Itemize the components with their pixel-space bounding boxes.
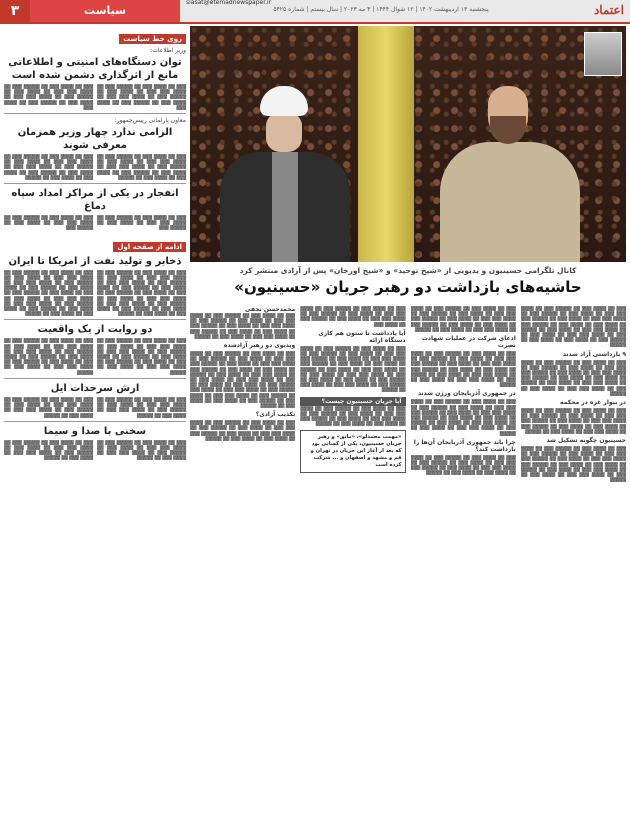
body-text: ▓▓▓ ▓▓ ▓▓▓▓ ▓▓▓ ▓▓ ▓▓▓▓▓ ▓▓▓ ▓▓ ▓▓▓▓ ▓▓▓ ▓▓▓ ▓▓ ▓▓▓▓ ▓▓▓ ▓▓ ▓▓▓▓▓ ▓▓▓ ▓▓ ▓▓▓▓ ▓▓▓ ▓▓▓ ▓▓ ▓▓▓▓ ▓▓▓ ▓▓ ▓▓▓▓▓	[4, 396, 93, 418]
site-email: siasat@etemadnewspaper.ir	[186, 0, 272, 6]
body-text: ▓▓▓ ▓▓ ▓▓▓▓ ▓▓▓ ▓▓ ▓▓▓▓▓ ▓▓▓ ▓▓ ▓▓▓▓ ▓▓▓ ▓▓▓ ▓▓ ▓▓▓▓ ▓▓▓ ▓▓ ▓▓▓▓▓ ▓▓▓ ▓▓ ▓▓▓▓ ▓▓▓ ▓▓▓ ▓▓ ▓▓▓▓ ▓▓▓ ▓▓ ▓▓▓▓▓ ▓▓▓ ▓▓ ▓▓▓▓ ▓▓▓ ▓▓ ▓▓▓▓ ▓▓▓ ▓▓ ▓▓▓▓▓ ▓▓▓ ▓▓ ▓▓▓▓ ▓▓▓ ▓▓▓ ▓▓ ▓▓▓▓ ▓▓▓ ▓▓ ▓▓▓▓▓ ▓▓▓ ▓▓ ▓▓▓▓ ▓▓▓ ▓▓▓ ▓▓ ▓▓▓▓ ▓▓▓ ▓▓ ▓▓▓▓▓ ▓▓▓ ▓▓ ▓▓▓▓ ▓▓▓ ▓▓ ▓▓▓▓ ▓▓▓ ▓▓ ▓▓▓▓▓	[97, 269, 186, 317]
person-cleric	[220, 86, 350, 262]
subhead-9: تکذیب آزادی؟	[255, 411, 296, 419]
section-tag: روی خط سیاست	[119, 34, 186, 44]
headline-explosion: انفجار در یکی از مراکز امداد سپاه دماغ	[11, 188, 179, 213]
continued-tag: ادامه از صفحه اول	[113, 242, 186, 252]
headline-irib: سخنی با صدا و سیما	[43, 425, 147, 437]
dateline: پنجشنبه ۱۳ اردیبهشت ۱۴۰۲ | ۱۲ شوال ۱۴۴۴ | ۴ مه ۲۰۲۳ | سال بیستم | شماره ۵۴۲۵	[273, 6, 489, 13]
lead-photo	[190, 26, 626, 262]
person-bearded-man	[440, 86, 580, 262]
body-text: ▓▓▓ ▓▓ ▓▓▓▓ ▓▓▓ ▓▓ ▓▓▓▓▓ ▓▓▓ ▓▓ ▓▓▓▓ ▓▓▓ ▓▓▓ ▓▓ ▓▓▓▓ ▓▓▓ ▓▓ ▓▓▓▓▓ ▓▓▓ ▓▓ ▓▓▓▓ ▓▓▓ ▓▓▓ ▓▓ ▓▓▓▓ ▓▓▓ ▓▓ ▓▓▓▓▓	[97, 396, 186, 418]
body-text: ▓▓▓ ▓▓ ▓▓▓▓ ▓▓▓ ▓▓ ▓▓▓▓▓ ▓▓▓ ▓▓ ▓▓▓▓ ▓▓▓ ▓▓▓ ▓▓ ▓▓▓▓ ▓▓▓ ▓▓ ▓▓▓▓▓ ▓▓▓ ▓▓ ▓▓▓▓ ▓▓▓ ▓▓▓ ▓▓ ▓▓▓▓ ▓▓▓ ▓▓ ▓▓▓▓▓ ▓▓▓ ▓▓ ▓▓▓▓ ▓▓▓	[4, 84, 93, 110]
headline-parliamentary-deputy: الزامی ندارد چهار وزیر همزمان معرفی شوند	[17, 127, 173, 152]
subhead-1: آیا یادداشت تا ستون هم کاری دستگاه ارائه	[318, 329, 406, 344]
body-text: ▓▓▓ ▓▓ ▓▓▓▓ ▓▓▓ ▓▓ ▓▓▓▓▓ ▓▓▓ ▓▓ ▓▓▓▓ ▓▓▓ ▓▓▓ ▓▓ ▓▓▓▓ ▓▓▓ ▓▓ ▓▓▓▓▓ ▓▓▓	[4, 215, 93, 231]
kicker-2: معاون پارلمانی رییس‌جمهور:	[114, 117, 186, 125]
body-text: ▓▓▓ ▓▓ ▓▓▓▓ ▓▓▓ ▓▓ ▓▓▓▓▓ ▓▓▓ ▓▓ ▓▓▓▓ ▓▓▓ ▓▓▓ ▓▓ ▓▓▓▓ ▓▓▓ ▓▓ ▓▓▓▓▓ ▓▓▓ ▓▓ ▓▓▓▓ ▓▓▓ ▓▓▓ ▓▓ ▓▓▓▓ ▓▓▓ ▓▓ ▓▓▓▓▓ ▓▓▓ ▓▓ ▓▓▓▓ ▓▓▓	[97, 84, 186, 110]
left-news-column	[4, 26, 186, 816]
page-number: ۳	[0, 0, 30, 22]
sidebox-title: آیا جریان حسینیون چیست؟	[300, 397, 405, 406]
story-column-3: ▓▓▓ ▓▓ ▓▓▓▓ ▓▓▓ ▓▓ ▓▓▓▓▓ ▓▓▓ ▓▓ ▓▓▓▓ ▓▓▓ ▓▓▓ ▓▓ ▓▓▓▓ ▓▓▓ ▓▓ ▓▓▓▓▓ ▓▓▓ ▓▓ ▓▓▓▓ ▓▓▓ ▓▓▓ ▓▓ ▓▓▓▓ ▓▓▓ ▓▓ ▓▓▓▓▓ ▓▓▓ ▓▓ ▓▓▓▓ ▓▓▓ ▓▓ ▓▓▓▓ ▓▓▓ ▓▓ ▓▓▓▓▓ ▓▓▓ ▓▓ ▓▓▓▓ ▓▓▓ ▓▓▓ ▓▓ ▓▓▓▓ ▓▓▓ ▓▓ ▓▓▓▓▓ ادعای شرکت در عملیات شهادت نصرت ▓▓▓ ▓▓ ▓▓▓▓ ▓▓▓ ▓▓ ▓▓▓▓▓ ▓▓▓ ▓▓ ▓▓▓▓ ▓▓▓ ▓▓▓ ▓▓ ▓▓▓▓ ▓▓▓ ▓▓ ▓▓▓▓▓ ▓▓▓ ▓▓ ▓▓▓▓ ▓▓▓ ▓▓▓ ▓▓ ▓▓▓▓ ▓▓▓ ▓▓ ▓▓▓▓▓ ▓▓▓ ▓▓ ▓▓▓▓ ▓▓▓ ▓▓ ▓▓▓▓ ▓▓▓ ▓▓ ▓▓▓▓▓ ▓▓▓ ▓▓ ▓▓▓▓ ▓▓▓ ▓▓▓ ▓▓ ▓▓▓▓ ▓▓▓ ▓▓ ▓▓▓▓▓ ▓▓▓ ▓▓ ▓▓▓▓ ▓▓▓ ▓▓▓ ▓▓ ▓▓▓▓ ▓▓▓ ▓▓ ▓▓▓▓▓ در جمهوری آذربایجان ورژن شدند ▓▓▓ ▓▓ ▓▓▓▓ ▓▓▓ ▓▓ ▓▓▓▓▓ ▓▓▓ ▓▓ ▓▓▓▓ ▓▓▓ ▓▓▓ ▓▓ ▓▓▓▓ ▓▓▓ ▓▓ ▓▓▓▓▓ ▓▓▓ ▓▓ ▓▓▓▓ ▓▓▓ ▓▓▓ ▓▓ ▓▓▓▓ ▓▓▓ ▓▓ ▓▓▓▓▓ ▓▓▓ ▓▓ ▓▓▓▓ ▓▓▓ ▓▓ ▓▓▓▓ ▓▓▓ ▓▓ ▓▓▓▓▓ ▓▓▓ ▓▓ ▓▓▓▓ ▓▓▓ ▓▓▓ ▓▓ ▓▓▓▓ ▓▓▓ ▓▓ ▓▓▓▓▓ ▓▓▓ ▓▓ ▓▓▓▓ ▓▓▓ ▓▓▓ ▓▓ ▓▓▓▓ ▓▓▓ ▓▓ ▓▓▓▓▓ چرا باید جمهوری آذربایجان آن‌ها را بازداشت کند؟ ▓▓▓ ▓▓ ▓▓▓▓ ▓▓▓ ▓▓ ▓▓▓▓▓ ▓▓▓ ▓▓ ▓▓▓▓ ▓▓▓ ▓▓▓ ▓▓ ▓▓▓▓ ▓▓▓ ▓▓ ▓▓▓▓▓ ▓▓▓ ▓▓ ▓▓▓▓ ▓▓▓ ▓▓▓ ▓▓ ▓▓▓▓ ▓▓▓ ▓▓ ▓▓▓▓▓ ▓▓▓ ▓▓ ▓▓▓▓ ▓▓▓ ▓▓ ▓▓▓▓ ▓▓▓ ▓▓ ▓▓▓▓▓	[410, 306, 516, 476]
subhead-4: در جمهوری آذربایجان ورژن شدند	[417, 390, 516, 398]
headline-two-narratives: دو روایت از یک واقعیت	[37, 324, 153, 336]
headline-oil-reserves: ذخایر و تولید نفت از امریکا تا ایران	[8, 255, 182, 267]
top-header-bar	[0, 0, 630, 24]
story-column-2: ▓▓▓ ▓▓ ▓▓▓▓ ▓▓▓ ▓▓ ▓▓▓▓▓ ▓▓▓ ▓▓ ▓▓▓▓ ▓▓▓ ▓▓▓ ▓▓ ▓▓▓▓ ▓▓▓ ▓▓ ▓▓▓▓▓ ▓▓▓ ▓▓ ▓▓▓▓ ▓▓▓ ▓▓▓ ▓▓ ▓▓▓▓ ▓▓▓ ▓▓ ▓▓▓▓▓ ▓▓▓ ▓▓ ▓▓▓▓ ▓▓▓ آیا یادداشت تا ستون هم کاری دستگاه ارائه ▓▓▓ ▓▓ ▓▓▓▓ ▓▓▓ ▓▓ ▓▓▓▓▓ ▓▓▓ ▓▓ ▓▓▓▓ ▓▓▓ ▓▓▓ ▓▓ ▓▓▓▓ ▓▓▓ ▓▓ ▓▓▓▓▓ ▓▓▓ ▓▓ ▓▓▓▓ ▓▓▓ ▓▓▓ ▓▓ ▓▓▓▓ ▓▓▓ ▓▓ ▓▓▓▓▓ ▓▓▓ ▓▓ ▓▓▓▓ ▓▓▓ ▓▓ ▓▓▓▓ ▓▓▓ ▓▓ ▓▓▓▓▓ ▓▓▓ ▓▓ ▓▓▓▓ ▓▓▓ ▓▓▓ ▓▓ ▓▓▓▓ ▓▓▓ ▓▓ ▓▓▓▓▓ ▓▓▓ ▓▓ ▓▓▓▓ ▓▓▓ ▓▓▓ ▓▓ ▓▓▓▓ ▓▓▓ ▓▓ ▓▓▓▓▓ ▓▓▓ ▓▓ ▓▓▓▓ ▓▓▓ ▓▓ ▓▓▓▓ ▓▓▓ ▓▓ ▓▓▓▓▓ ▓▓▓ ▓▓ ▓▓▓▓ ▓▓▓ ▓▓▓ ▓▓ ▓▓▓▓ ▓▓▓ ▓▓ ▓▓▓▓▓ آیا جریان حسینیون چیست؟ ▓▓▓ ▓▓ ▓▓▓▓ ▓▓▓ ▓▓ ▓▓▓▓▓ ▓▓▓ ▓▓ ▓▓▓▓ ▓▓▓ ▓▓▓ ▓▓ ▓▓▓▓ ▓▓▓ ▓▓ ▓▓▓▓▓ ▓▓▓ ▓▓ ▓▓▓▓ ▓▓▓ ▓▓▓ ▓▓ ▓▓▓▓ ▓▓▓ ▓▓ ▓▓▓▓▓ ▓▓▓ ▓▓ ▓▓▓▓ ▓▓▓ ▓▓ ▓▓▓▓ ▓▓▓ ▓▓ ▓▓▓▓▓ «مهمت محمدلو»، «مانق» و رهبر جریان حسینیون، یکی از کسانی بود که بعد از آغاز این جریان در تهران و قم و مشهد و اصفهان و ... شرکت کرده است	[300, 306, 405, 816]
story-surtitle: کانال تلگرامی حسینیون و یدیویی از «شیخ توحید» و «شیخ اورخان» پس از آزادی منتشر کرد	[239, 266, 577, 275]
main-story	[190, 26, 626, 816]
pull-quote: «مهمت محمدلو»، «مانق» و رهبر جریان حسینیون، یکی از کسانی بود که بعد از آغاز این جریان در تهران و قم و مشهد و اصفهان و ... شرکت کرده است	[300, 430, 405, 473]
subhead-3: ادعای شرکت در عملیات شهادت نصرت	[421, 335, 516, 350]
story-column-1: محمدحسن نجفی ▓▓▓ ▓▓ ▓▓▓▓ ▓▓▓ ▓▓ ▓▓▓▓▓ ▓▓▓ ▓▓ ▓▓▓▓ ▓▓▓ ▓▓▓ ▓▓ ▓▓▓▓ ▓▓▓ ▓▓ ▓▓▓▓▓ ▓▓▓ ▓▓ ▓▓▓▓ ▓▓▓ ▓▓▓ ▓▓ ▓▓▓▓ ▓▓▓ ▓▓ ▓▓▓▓▓ ▓▓▓ ▓▓ ▓▓▓▓ ▓▓▓ ▓▓ ▓▓▓▓ ▓▓▓ ▓▓ ▓▓▓▓▓ ▓▓▓ ▓▓ ▓▓▓▓ ▓▓▓ ▓▓▓ ▓▓ ▓▓▓▓ ▓▓▓ ▓▓ ▓▓▓▓▓ ویدیوی دو رهبر آزادشده ▓▓▓ ▓▓ ▓▓▓▓ ▓▓▓ ▓▓ ▓▓▓▓▓ ▓▓▓ ▓▓ ▓▓▓▓ ▓▓▓ ▓▓▓ ▓▓ ▓▓▓▓ ▓▓▓ ▓▓ ▓▓▓▓▓ ▓▓▓ ▓▓ ▓▓▓▓ ▓▓▓ ▓▓▓ ▓▓ ▓▓▓▓ ▓▓▓ ▓▓ ▓▓▓▓▓ ▓▓▓ ▓▓ ▓▓▓▓ ▓▓▓ ▓▓ ▓▓▓▓ ▓▓▓ ▓▓ ▓▓▓▓▓ ▓▓▓ ▓▓ ▓▓▓▓ ▓▓▓ ▓▓▓ ▓▓ ▓▓▓▓ ▓▓▓ ▓▓ ▓▓▓▓▓ ▓▓▓ ▓▓ ▓▓▓▓ ▓▓▓ ▓▓▓ ▓▓ ▓▓▓▓ ▓▓▓ ▓▓ ▓▓▓▓▓ ▓▓▓ ▓▓ ▓▓▓▓ ▓▓▓ ▓▓ ▓▓▓▓ ▓▓▓ ▓▓ ▓▓▓▓▓ ▓▓▓ ▓▓ ▓▓▓▓ ▓▓▓ ▓▓▓ ▓▓ ▓▓▓▓ ▓▓▓ ▓▓ ▓▓▓▓▓ ▓▓▓ ▓▓ ▓▓▓▓ ▓▓▓ ▓▓▓ ▓▓ ▓▓▓▓ ▓▓▓ ▓▓ ▓▓▓▓▓ ▓▓▓ ▓▓ ▓▓▓▓ ▓▓▓ ▓▓ ▓▓▓▓ ▓▓▓ ▓▓ ▓▓▓▓▓ تکذیب آزادی؟ ▓▓▓ ▓▓ ▓▓▓▓ ▓▓▓ ▓▓ ▓▓▓▓▓ ▓▓▓ ▓▓ ▓▓▓▓ ▓▓▓ ▓▓▓ ▓▓ ▓▓▓▓ ▓▓▓ ▓▓ ▓▓▓▓▓ ▓▓▓ ▓▓ ▓▓▓▓ ▓▓▓ ▓▓▓ ▓▓ ▓▓▓▓ ▓▓▓ ▓▓ ▓▓▓▓▓ ▓▓▓ ▓▓ ▓▓▓▓ ▓▓▓ ▓▓ ▓▓▓▓ ▓▓▓ ▓▓ ▓▓▓▓▓	[190, 306, 296, 441]
body-text: ▓▓▓ ▓▓ ▓▓▓▓ ▓▓▓ ▓▓ ▓▓▓▓▓ ▓▓▓ ▓▓ ▓▓▓▓ ▓▓▓ ▓▓▓ ▓▓ ▓▓▓▓ ▓▓▓ ▓▓ ▓▓▓▓▓ ▓▓▓ ▓▓ ▓▓▓▓ ▓▓▓ ▓▓▓ ▓▓ ▓▓▓▓ ▓▓▓ ▓▓ ▓▓▓▓▓ ▓▓▓ ▓▓ ▓▓▓▓ ▓▓▓ ▓▓ ▓▓▓▓ ▓▓▓ ▓▓ ▓▓▓▓▓	[4, 154, 93, 180]
body-text: ▓▓▓ ▓▓ ▓▓▓▓ ▓▓▓ ▓▓ ▓▓▓▓▓ ▓▓▓ ▓▓ ▓▓▓▓ ▓▓▓ ▓▓▓ ▓▓ ▓▓▓▓ ▓▓▓ ▓▓ ▓▓▓▓▓ ▓▓▓ ▓▓ ▓▓▓▓ ▓▓▓ ▓▓▓ ▓▓ ▓▓▓▓ ▓▓▓ ▓▓ ▓▓▓▓▓ ▓▓▓ ▓▓ ▓▓▓▓ ▓▓▓ ▓▓ ▓▓▓▓ ▓▓▓ ▓▓ ▓▓▓▓▓	[97, 154, 186, 180]
body-text: ▓▓▓ ▓▓ ▓▓▓▓ ▓▓▓ ▓▓ ▓▓▓▓▓ ▓▓▓ ▓▓ ▓▓▓▓ ▓▓▓ ▓▓▓ ▓▓ ▓▓▓▓ ▓▓▓ ▓▓ ▓▓▓▓▓ ▓▓▓	[97, 215, 186, 231]
body-text: ▓▓▓ ▓▓ ▓▓▓▓ ▓▓▓ ▓▓ ▓▓▓▓▓ ▓▓▓ ▓▓ ▓▓▓▓ ▓▓▓ ▓▓▓ ▓▓ ▓▓▓▓ ▓▓▓ ▓▓ ▓▓▓▓▓ ▓▓▓ ▓▓ ▓▓▓▓ ▓▓▓ ▓▓▓ ▓▓ ▓▓▓▓ ▓▓▓ ▓▓ ▓▓▓▓▓ ▓▓▓ ▓▓ ▓▓▓▓ ▓▓▓ ▓▓ ▓▓▓▓ ▓▓▓ ▓▓ ▓▓▓▓▓ ▓▓▓ ▓▓ ▓▓▓▓ ▓▓▓ ▓▓▓ ▓▓ ▓▓▓▓ ▓▓▓ ▓▓ ▓▓▓▓▓	[4, 338, 93, 375]
section-label: سیاست	[30, 0, 180, 22]
masthead-logo: اعتماد	[593, 3, 624, 17]
subhead-7: حسینیون چگونه تشکیل شد	[546, 437, 626, 445]
subhead-6: در بیوار غزه در محکمه	[560, 399, 626, 407]
body-text: ▓▓▓ ▓▓ ▓▓▓▓ ▓▓▓ ▓▓ ▓▓▓▓▓ ▓▓▓ ▓▓ ▓▓▓▓ ▓▓▓ ▓▓▓ ▓▓ ▓▓▓▓ ▓▓▓ ▓▓ ▓▓▓▓▓ ▓▓▓ ▓▓ ▓▓▓▓ ▓▓▓ ▓▓▓ ▓▓ ▓▓▓▓ ▓▓▓ ▓▓ ▓▓▓▓▓ ▓▓▓ ▓▓ ▓▓▓▓ ▓▓▓ ▓▓ ▓▓▓▓ ▓▓▓ ▓▓ ▓▓▓▓▓ ▓▓▓ ▓▓ ▓▓▓▓ ▓▓▓ ▓▓▓ ▓▓ ▓▓▓▓ ▓▓▓ ▓▓ ▓▓▓▓▓	[97, 338, 186, 375]
story-headline: حاشیه‌های بازداشت دو رهبر جریان «حسینیون»	[234, 278, 582, 296]
story-column-4: ▓▓▓ ▓▓ ▓▓▓▓ ▓▓▓ ▓▓ ▓▓▓▓▓ ▓▓▓ ▓▓ ▓▓▓▓ ▓▓▓ ▓▓▓ ▓▓ ▓▓▓▓ ▓▓▓ ▓▓ ▓▓▓▓▓ ▓▓▓ ▓▓ ▓▓▓▓ ▓▓▓ ▓▓▓ ▓▓ ▓▓▓▓ ▓▓▓ ▓▓ ▓▓▓▓▓ ▓▓▓ ▓▓ ▓▓▓▓ ▓▓▓ ▓▓ ▓▓▓▓ ▓▓▓ ▓▓ ▓▓▓▓▓ ▓▓▓ ▓▓ ▓▓▓▓ ▓▓▓ ▓▓▓ ▓▓ ▓▓▓▓ ▓▓▓ ▓▓ ▓▓▓▓▓ ▓▓▓ ▓▓ ▓▓▓▓ ▓▓▓ ▓▓▓ ▓▓ ▓▓▓▓ ▓▓▓ ▓▓ ▓▓▓▓▓ ▓▓▓ ▓▓ ▓▓▓▓ ▓▓▓ ▓▓ ▓▓▓▓ ▓▓▓ ▓▓ ▓▓▓▓▓ ۹ بازداشتی آزاد شدند ▓▓▓ ▓▓ ▓▓▓▓ ▓▓▓ ▓▓ ▓▓▓▓▓ ▓▓▓ ▓▓ ▓▓▓▓ ▓▓▓ ▓▓▓ ▓▓ ▓▓▓▓ ▓▓▓ ▓▓ ▓▓▓▓▓ ▓▓▓ ▓▓ ▓▓▓▓ ▓▓▓ ▓▓▓ ▓▓ ▓▓▓▓ ▓▓▓ ▓▓ ▓▓▓▓▓ ▓▓▓ ▓▓ ▓▓▓▓ ▓▓▓ ▓▓ ▓▓▓▓ ▓▓▓ ▓▓ ▓▓▓▓▓ ▓▓▓ ▓▓ ▓▓▓▓ ▓▓▓ ▓▓▓ ▓▓ ▓▓▓▓ ▓▓▓ ▓▓ ▓▓▓▓▓ ▓▓▓ ▓▓ ▓▓▓▓ ▓▓▓ ▓▓▓ ▓▓ ▓▓▓▓ ▓▓▓ ▓▓ ▓▓▓▓▓ در بیوار غزه در محکمه ▓▓▓ ▓▓ ▓▓▓▓ ▓▓▓ ▓▓ ▓▓▓▓▓ ▓▓▓ ▓▓ ▓▓▓▓ ▓▓▓ ▓▓▓ ▓▓ ▓▓▓▓ ▓▓▓ ▓▓ ▓▓▓▓▓ ▓▓▓ ▓▓ ▓▓▓▓ ▓▓▓ ▓▓▓ ▓▓ ▓▓▓▓ ▓▓▓ ▓▓ ▓▓▓▓▓ ▓▓▓ ▓▓ ▓▓▓▓ ▓▓▓ ▓▓ ▓▓▓▓ ▓▓▓ ▓▓ ▓▓▓▓▓ ▓▓▓ ▓▓ ▓▓▓▓ ▓▓▓ ▓▓▓ ▓▓ ▓▓▓▓ ▓▓▓ ▓▓ ▓▓▓▓▓ حسینیون چگونه تشکیل شد ▓▓▓ ▓▓ ▓▓▓▓ ▓▓▓ ▓▓ ▓▓▓▓▓ ▓▓▓ ▓▓ ▓▓▓▓ ▓▓▓ ▓▓▓ ▓▓ ▓▓▓▓ ▓▓▓ ▓▓ ▓▓▓▓▓ ▓▓▓ ▓▓ ▓▓▓▓ ▓▓▓ ▓▓▓ ▓▓ ▓▓▓▓ ▓▓▓ ▓▓ ▓▓▓▓▓ ▓▓▓ ▓▓ ▓▓▓▓ ▓▓▓ ▓▓ ▓▓▓▓ ▓▓▓ ▓▓ ▓▓▓▓▓ ▓▓▓ ▓▓ ▓▓▓▓ ▓▓▓ ▓▓▓ ▓▓ ▓▓▓▓ ▓▓▓ ▓▓ ▓▓▓▓▓ ▓▓▓ ▓▓ ▓▓▓▓ ▓▓▓ ▓▓▓ ▓▓ ▓▓▓▓ ▓▓▓ ▓▓ ▓▓▓▓▓	[520, 306, 626, 483]
body-text: ▓▓▓ ▓▓ ▓▓▓▓ ▓▓▓ ▓▓ ▓▓▓▓▓ ▓▓▓ ▓▓ ▓▓▓▓ ▓▓▓ ▓▓▓ ▓▓ ▓▓▓▓ ▓▓▓ ▓▓ ▓▓▓▓▓ ▓▓▓ ▓▓ ▓▓▓▓ ▓▓▓ ▓▓▓ ▓▓ ▓▓▓▓ ▓▓▓ ▓▓ ▓▓▓▓▓ ▓▓▓ ▓▓ ▓▓▓▓ ▓▓▓ ▓▓ ▓▓▓▓ ▓▓▓ ▓▓ ▓▓▓▓▓ ▓▓▓ ▓▓ ▓▓▓▓ ▓▓▓ ▓▓▓ ▓▓ ▓▓▓▓ ▓▓▓ ▓▓ ▓▓▓▓▓ ▓▓▓ ▓▓ ▓▓▓▓ ▓▓▓ ▓▓▓ ▓▓ ▓▓▓▓ ▓▓▓ ▓▓ ▓▓▓▓▓ ▓▓▓ ▓▓ ▓▓▓▓ ▓▓▓ ▓▓ ▓▓▓▓ ▓▓▓ ▓▓ ▓▓▓▓▓	[4, 269, 93, 317]
subhead-5: ۹ بازداشتی آزاد شدند	[562, 350, 626, 358]
kicker-1: وزیر اطلاعات:	[150, 47, 186, 54]
headline-intelligence-minister: توان دستگاه‌های امنیتی و اطلاعاتی مانع از اثرگذاری دشمن شده است	[8, 57, 182, 81]
body-text: ▓▓▓ ▓▓ ▓▓▓▓ ▓▓▓ ▓▓ ▓▓▓▓▓ ▓▓▓ ▓▓ ▓▓▓▓ ▓▓▓ ▓▓▓ ▓▓ ▓▓▓▓ ▓▓▓ ▓▓ ▓▓▓▓▓ ▓▓▓ ▓▓ ▓▓▓▓ ▓▓▓ ▓▓▓ ▓▓ ▓▓▓▓ ▓▓▓ ▓▓ ▓▓▓▓▓	[97, 439, 186, 461]
body-text: ▓▓▓ ▓▓ ▓▓▓▓ ▓▓▓ ▓▓ ▓▓▓▓▓ ▓▓▓ ▓▓ ▓▓▓▓ ▓▓▓ ▓▓▓ ▓▓ ▓▓▓▓ ▓▓▓ ▓▓ ▓▓▓▓▓ ▓▓▓ ▓▓ ▓▓▓▓ ▓▓▓ ▓▓▓ ▓▓ ▓▓▓▓ ▓▓▓ ▓▓ ▓▓▓▓▓	[4, 439, 93, 461]
author-photo	[584, 32, 622, 76]
headline-borders: ارش سرحدات ایل	[50, 382, 140, 394]
author-byline: محمدحسن نجفی	[244, 306, 296, 313]
subhead-8: چرا باید جمهوری آذربایجان آن‌ها را بازداشت کند؟	[413, 438, 516, 453]
subhead-2: ویدیوی دو رهبر آزادشده	[223, 342, 296, 350]
flag	[358, 26, 414, 262]
